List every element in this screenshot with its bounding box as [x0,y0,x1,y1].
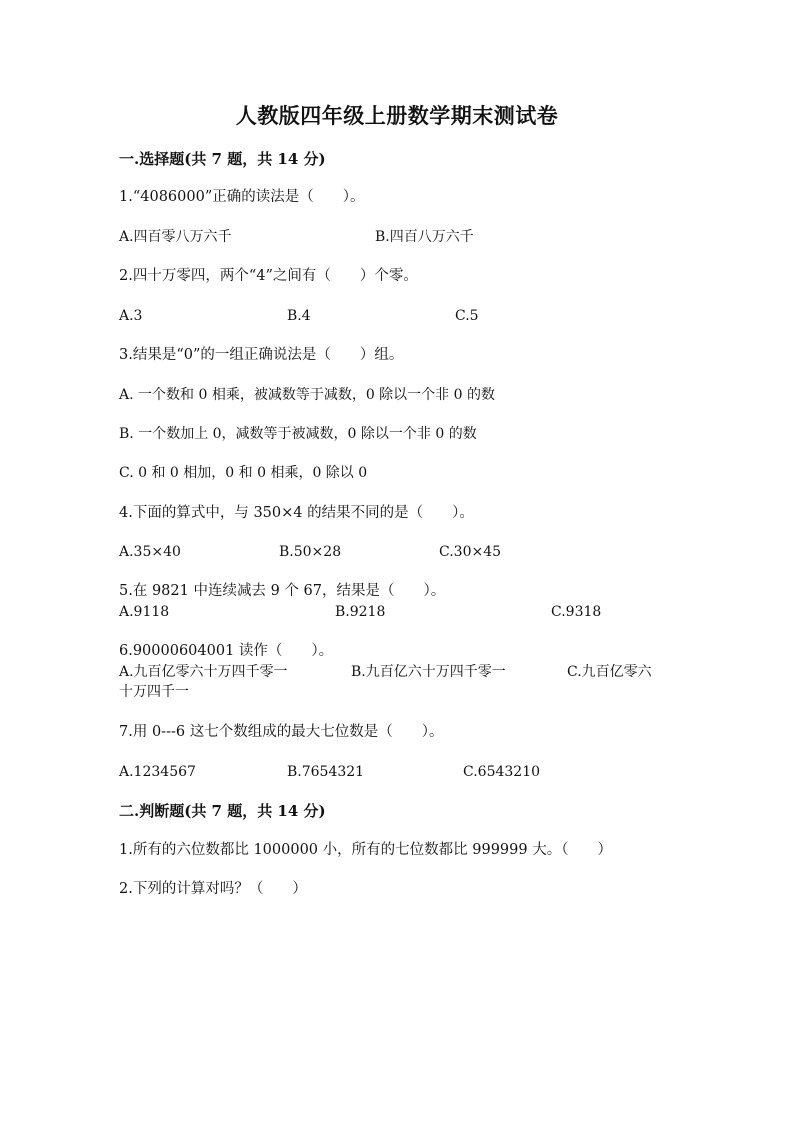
question-option: C.9318 [551,604,602,620]
question-option: B.7654321 [287,764,365,780]
question-option: A.九百亿零六十万四千零一 [119,664,288,680]
question-option: B.9218 [335,604,386,620]
question-option-continuation: 十万四千一 [119,684,189,700]
question-text: 7.用 0---6 这七个数组成的最大七位数是（ ）。 [119,724,444,740]
question-option: C.30×45 [439,544,502,560]
question-option: A.四百零八万六千 [119,229,232,245]
question-text: 2.四十万零四，两个“4”之间有（ ）个零。 [119,268,418,284]
question-option: B.4 [287,308,311,324]
question-option: B.四百八万六千 [375,229,474,245]
question-text: 2.下列的计算对吗？（ ） [119,881,307,897]
question-text: 3.结果是“0”的一组正确说法是（ ）组。 [119,347,404,363]
question-text: 5.在 9821 中连续减去 9 个 67，结果是（ ）。 [119,583,446,599]
question-text: 4.下面的算式中，与 350×4 的结果不同的是（ ）。 [119,505,474,521]
question-option: A.35×40 [119,544,181,560]
question-option: C. 0 和 0 相加，0 和 0 相乘，0 除以 0 [119,465,368,481]
section-heading-choice: 一.选择题(共 7 题，共 14 分) [119,150,326,168]
question-option: B. 一个数加上 0，减数等于被减数，0 除以一个非 0 的数 [119,426,477,442]
question-text: 1.所有的六位数都比 1000000 小，所有的七位数都比 999999 大。（ ） [119,842,612,858]
question-text: 6.90000604001 读作（ ）。 [119,643,334,659]
question-option: A. 一个数和 0 相乘，被减数等于减数，0 除以一个非 0 的数 [119,387,495,403]
question-option: A.9118 [119,604,170,620]
question-option: C.5 [455,308,479,324]
question-option: B.50×28 [279,544,342,560]
question-option: A.1234567 [119,764,196,780]
question-option: B.九百亿六十万四千零一 [351,664,506,680]
question-text: 1.“4086000”正确的读法是（ ）。 [119,189,365,205]
question-option: A.3 [119,308,143,324]
question-option: C.九百亿零六 [567,664,652,680]
page-title: 人教版四年级上册数学期末测试卷 [235,103,559,128]
question-option: C.6543210 [463,764,541,780]
section-heading-judgment: 二.判断题(共 7 题，共 14 分) [119,802,326,820]
